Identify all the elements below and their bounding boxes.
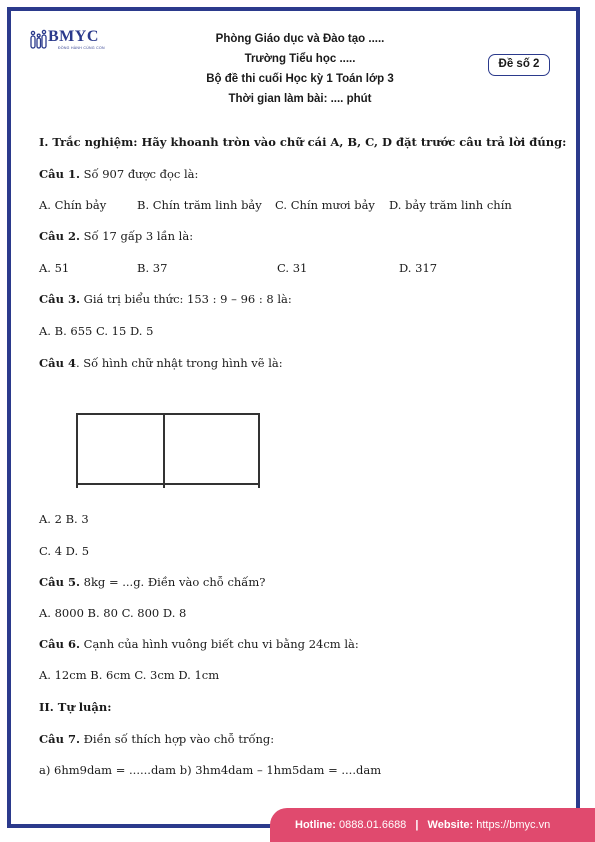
- q2-option-c: C. 31: [277, 261, 308, 275]
- question-1: [39, 167, 198, 181]
- q2-option-b: B. 37: [137, 261, 168, 275]
- q1-option-d: D. bảy trăm linh chín: [389, 198, 512, 212]
- header-school: Trường Tiểu học .....: [244, 53, 356, 65]
- footer-separator: |: [415, 819, 419, 831]
- section-2-title: II. Tự luận:: [39, 700, 112, 714]
- header-department: Phòng Giáo dục và Đào tạo .....: [215, 33, 385, 45]
- question-1-text: Số 907 được đọc là:: [79, 167, 199, 181]
- logo-tagline: ĐỒNG HÀNH CÙNG CON: [58, 46, 105, 50]
- question-3: [39, 292, 292, 306]
- logo-brand: BMYC: [48, 28, 99, 45]
- q1-option-a: A. Chín bảy: [39, 198, 107, 212]
- exam-header: [150, 29, 450, 109]
- question-1-options: [39, 198, 559, 214]
- question-2-label: Câu 2.: [39, 229, 80, 243]
- question-5: [39, 575, 265, 589]
- question-2-text: Số 17 gấp 3 lần là:: [79, 229, 194, 243]
- question-3-answers: A. B. 655 C. 15 D. 5: [39, 324, 154, 338]
- question-6-text: Cạnh của hình vuông biết chu vi bằng 24cm là:: [79, 637, 359, 651]
- q2-option-a: A. 51: [39, 261, 70, 275]
- section-1-title: I. Trắc nghiệm: Hãy khoanh tròn vào chữ cái A, B, C, D đặt trước câu trả lời đúng:: [39, 135, 567, 149]
- footer-banner: [270, 808, 595, 842]
- question-5-text: 8kg = ...g. Điền vào chỗ chấm?: [79, 575, 266, 589]
- question-6: [39, 637, 359, 651]
- question-2-options: [39, 261, 559, 277]
- rectangles-figure: [72, 410, 267, 490]
- header-exam-title: Bộ đề thi cuối Học kỳ 1 Toán lớp 3: [206, 73, 394, 85]
- question-1-label: Câu 1.: [39, 167, 80, 181]
- question-4-text: . Số hình chữ nhật trong hình vẽ là:: [75, 356, 283, 370]
- q1-option-b: B. Chín trăm linh bảy: [137, 198, 262, 212]
- question-5-answers: A. 8000 B. 80 C. 800 D. 8: [39, 606, 187, 620]
- question-4-answers-1: A. 2 B. 3: [39, 512, 89, 526]
- website-link[interactable]: https://bmyc.vn: [476, 819, 551, 831]
- question-6-answers: A. 12cm B. 6cm C. 3cm D. 1cm: [39, 668, 220, 682]
- question-4: [39, 356, 283, 370]
- question-7-answer: a) 6hm9dam = ......dam b) 3hm4dam – 1hm5dam = ....dam: [39, 763, 382, 777]
- question-4-answers-2: C. 4 D. 5: [39, 544, 90, 558]
- question-7-label: Câu 7.: [39, 732, 80, 746]
- rectangle-right: [164, 414, 259, 484]
- rectangle-left: [77, 414, 164, 484]
- question-3-label: Câu 3.: [39, 292, 80, 306]
- hotline-number[interactable]: 0888.01.6688: [339, 819, 407, 831]
- question-6-label: Câu 6.: [39, 637, 80, 651]
- header-duration: Thời gian làm bài: .... phút: [228, 93, 372, 105]
- q1-option-c: C. Chín mươi bảy: [275, 198, 375, 212]
- exam-number-badge: Đề số 2: [488, 54, 550, 76]
- question-7-text: Điền số thích hợp vào chỗ trống:: [79, 732, 275, 746]
- q2-option-d: D. 317: [399, 261, 438, 275]
- website-label: Website:: [427, 819, 474, 831]
- question-7: [39, 732, 274, 746]
- question-3-text: Giá trị biểu thức: 153 : 9 – 96 : 8 là:: [79, 292, 292, 306]
- question-5-label: Câu 5.: [39, 575, 80, 589]
- hotline-label: Hotline:: [295, 819, 336, 831]
- question-2: [39, 229, 193, 243]
- question-4-label: Câu 4: [39, 356, 76, 370]
